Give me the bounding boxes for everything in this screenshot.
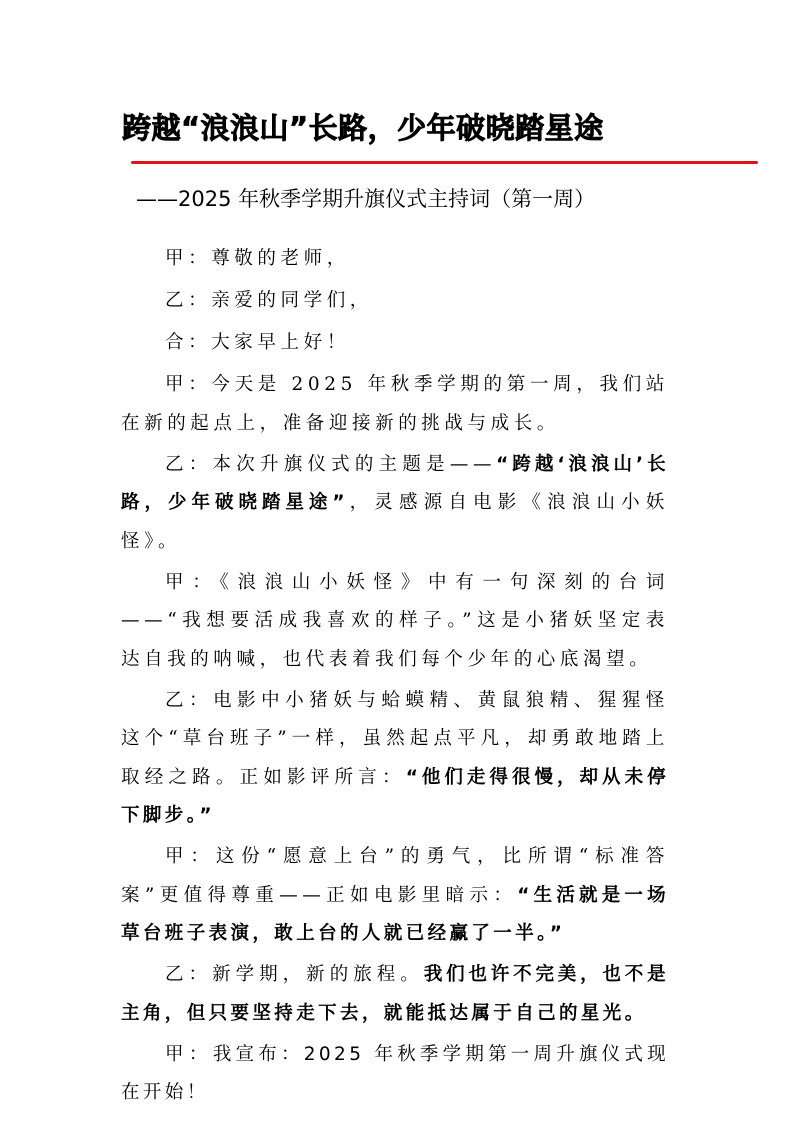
encouragement-text: 我们也许不完美，也不是主角，但只要坚持走下去，就能抵达属于自己的星光。: [121, 964, 670, 1024]
movie-quote: “生活就是一场草台班子表演，敢上台的人就已经赢了一半。”: [121, 884, 669, 944]
line-text: 亲爱的同学们，: [211, 290, 373, 311]
speaker-label: 甲：: [165, 1043, 213, 1065]
document-title: 跨越“浪浪山”长路，少年破晓踏星途: [122, 111, 604, 145]
document-subtitle: ——2025 年秋季学期升旗仪式主持词（第一周）: [136, 187, 596, 211]
speaker-label: 乙：: [165, 689, 214, 711]
speaker-label: 甲：: [165, 571, 220, 593]
script-line: [121, 240, 669, 279]
script-line: [121, 956, 669, 1033]
line-text: 电影中小猪妖与蛤蟆精、黄鼠狼精、猩猩怪这个“草台班子”一样，虽然起点平凡，却勇敢地踏上取经之路。正如影评所言：: [121, 689, 669, 788]
line-text: 新学期，新的旅程。: [212, 964, 424, 985]
review-quote: “他们走得很慢，却从未停下脚步。”: [121, 766, 669, 826]
line-text: 本次升旗仪式的主题是——: [212, 453, 497, 475]
speaker-label: 甲：: [165, 248, 212, 269]
speaker-label: 甲：: [165, 846, 216, 867]
speaker-label: 乙：: [165, 290, 212, 311]
script-line: [121, 282, 669, 321]
script-line: [121, 564, 669, 680]
script-line: [121, 1036, 669, 1113]
opening-announcement: 我宣布：2025 年秋季学期第一周升旗仪式现在开始！: [121, 1043, 670, 1103]
script-line: [121, 324, 669, 363]
title-red-rule: [131, 161, 758, 164]
script-line: [121, 366, 669, 443]
speaker-label: 乙：: [165, 964, 213, 985]
speaker-label: 甲：: [165, 374, 212, 395]
script-line: [121, 446, 669, 562]
speaker-label: 合：: [165, 332, 212, 353]
line-text: 这份“愿意上台”的勇气，比所谓“标准答案”更值得尊重——正如电影里暗示：: [121, 846, 670, 906]
speaker-label: 乙：: [165, 453, 213, 475]
line-text: 《浪浪山小妖怪》中有一句深刻的台词——“我想要活成我喜欢的样子。”这是小猪妖坚定表达自我的呐喊，也代表着我们每个少年的心底渴望。: [121, 571, 670, 670]
line-text: 大家早上好！: [211, 332, 350, 353]
script-body: [121, 240, 669, 1115]
theme-quote: “跨越‘浪浪山’长路，少年破晓踏星途”: [121, 453, 669, 513]
script-line: [121, 838, 669, 954]
line-text: ，灵感源自电影《浪浪山小妖怪》。: [121, 492, 669, 552]
script-line: [121, 682, 669, 836]
line-text: 尊敬的老师，: [211, 248, 350, 269]
line-text: 今天是 2025 年秋季学期的第一周，我们站在新的起点上，准备迎接新的挑战与成长。: [121, 374, 669, 434]
